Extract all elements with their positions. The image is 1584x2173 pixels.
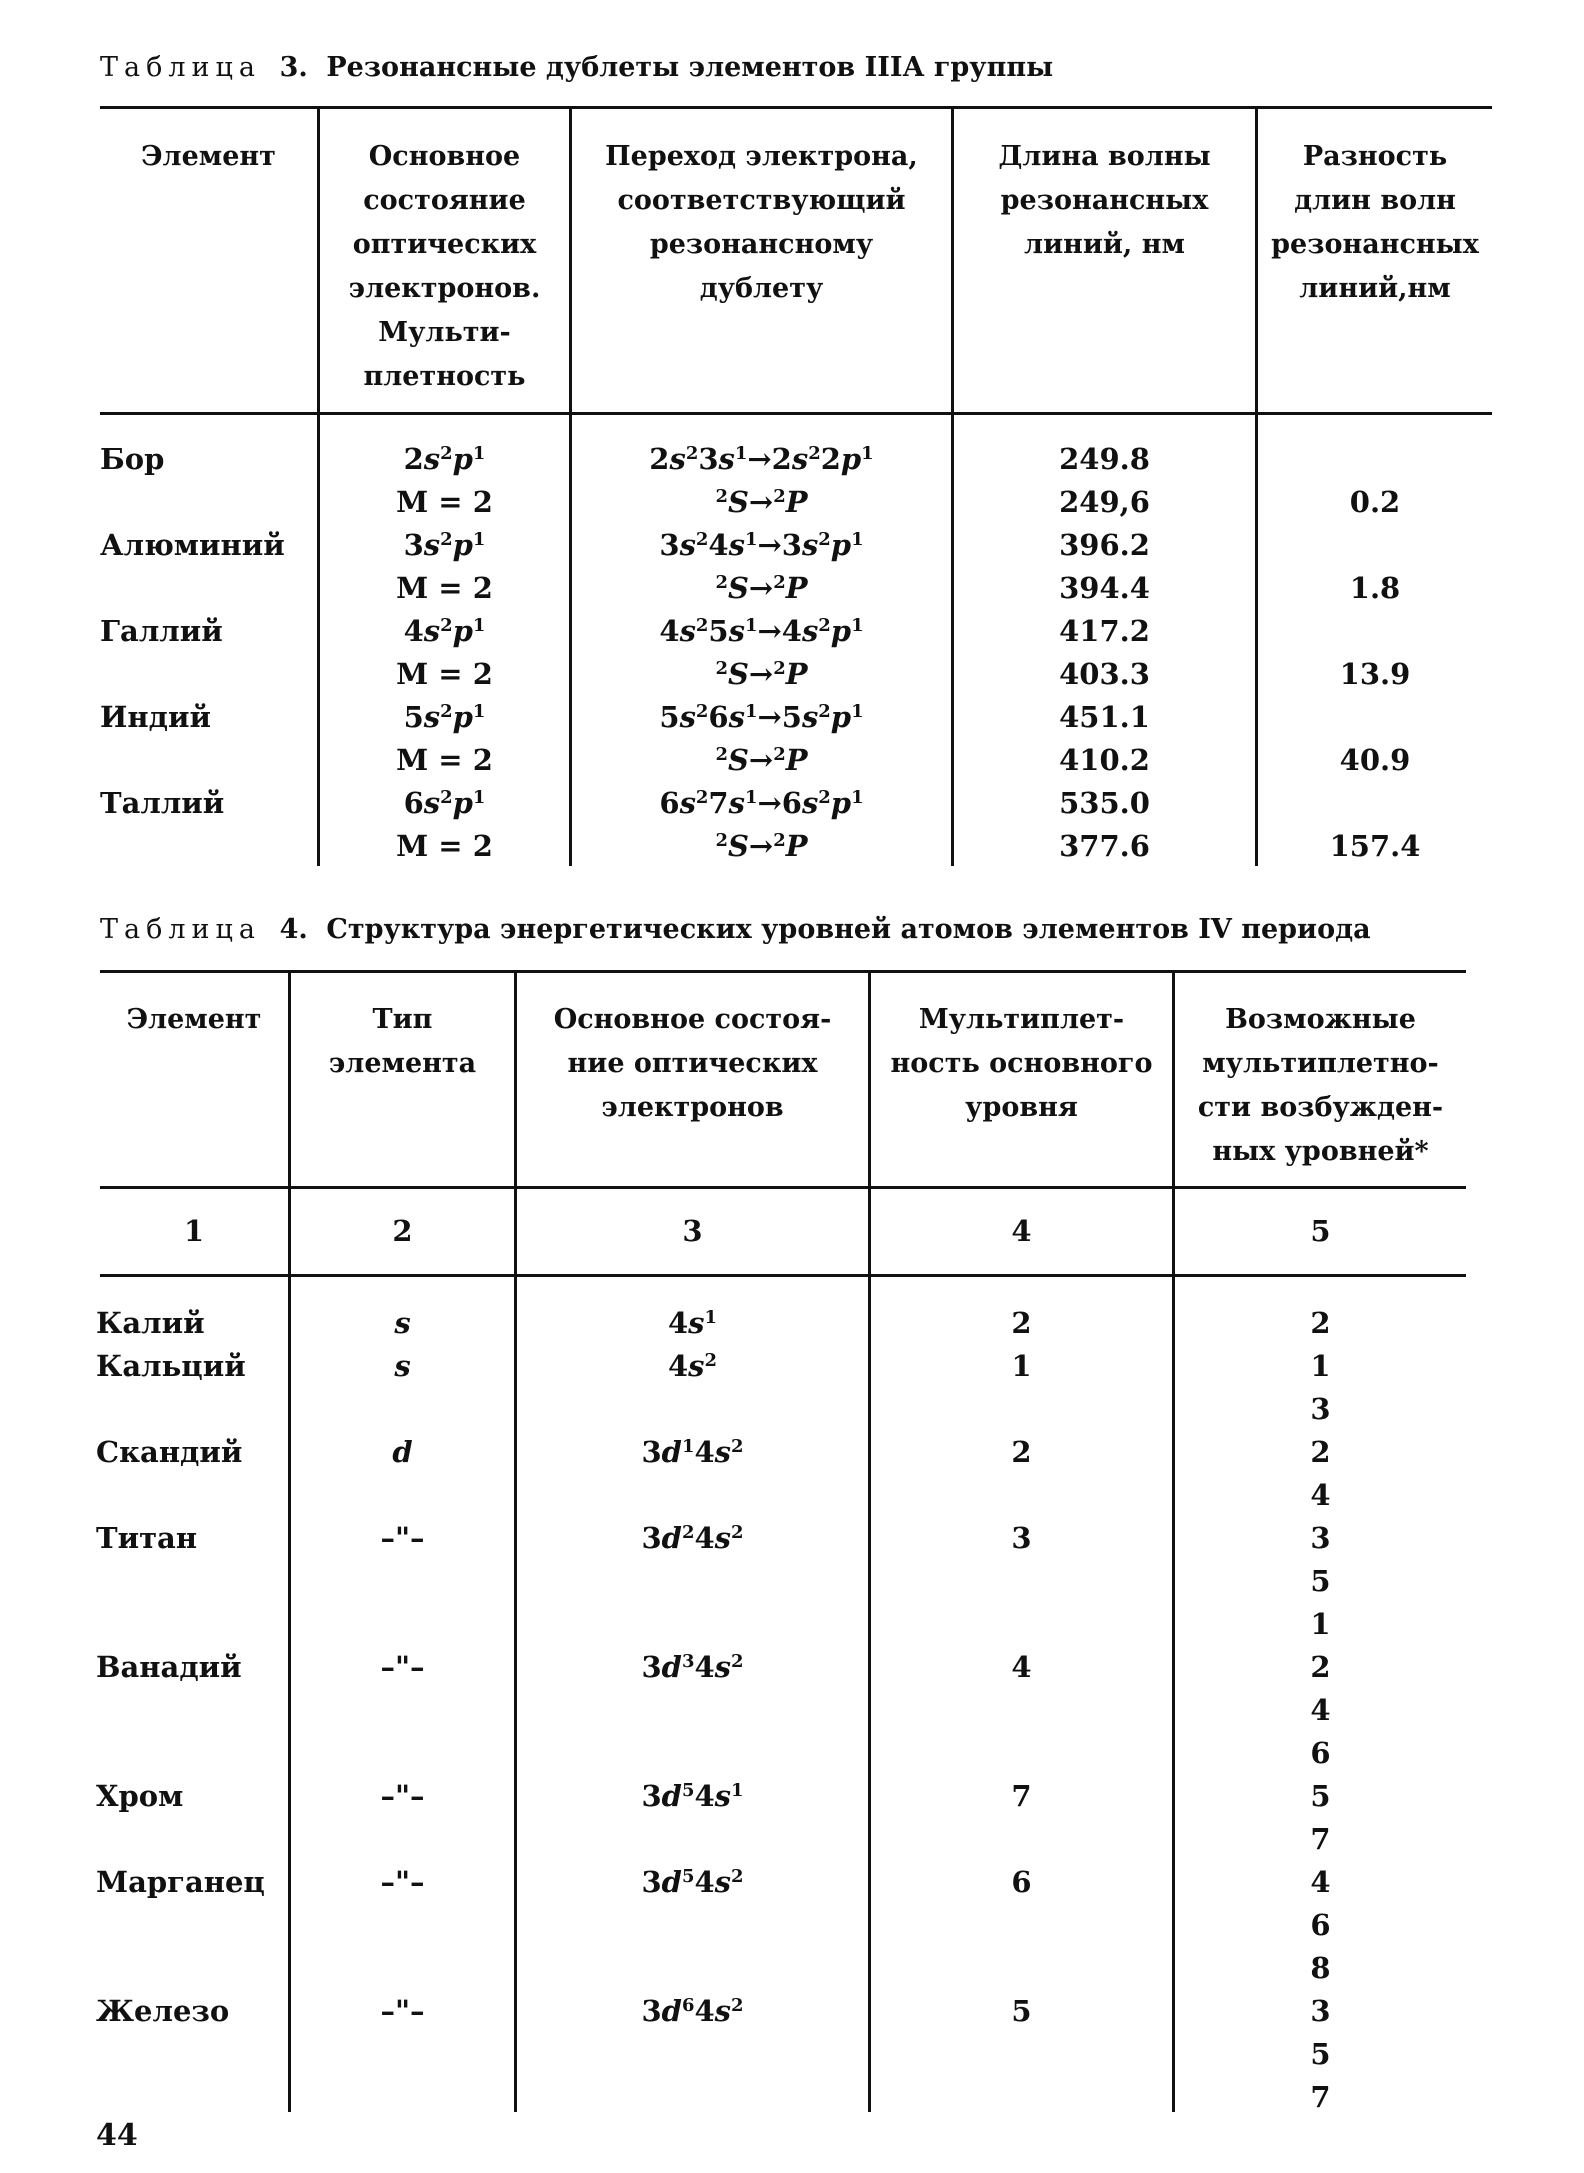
table4-excited-multiplicity: 7 [1310,1822,1331,1856]
table3-transition: $^2$S→$^2$P [715,571,808,605]
table3-config: M = 2 [396,743,493,777]
table3-difference: 157.4 [1329,829,1421,863]
table4-ground-multiplicity: 3 [1011,1521,1032,1555]
table4-config: $3d^64s^2$ [641,1994,744,2028]
table4-element-type: d [392,1435,413,1469]
table3-wavelength: 410.2 [1059,743,1150,777]
table4-header-rule [100,1186,1466,1189]
table3-element-name: Индий [100,700,211,734]
table3-transition: $^2$S→$^2$P [715,829,808,863]
table4-ground-multiplicity: 6 [1011,1865,1032,1899]
table4-ground-multiplicity: 2 [1011,1306,1032,1340]
table4-excited-multiplicity: 2 [1310,1650,1331,1684]
table4-column-number: 2 [392,1214,413,1248]
table4-element-name: Скандий [96,1435,243,1469]
table4-element-name: Титан [96,1521,198,1555]
table3-config: M = 2 [396,485,493,519]
table4-element-type: –"– [380,1994,425,2028]
table4-excited-multiplicity: 2 [1310,1306,1331,1340]
table4-element-type: –"– [380,1779,425,1813]
table4-caption [100,914,1371,945]
table3-config: M = 2 [396,657,493,691]
table4-element-type: s [394,1349,411,1383]
table4-label: Таблица [100,914,261,945]
table3-transition: $^2$S→$^2$P [715,485,808,519]
table3-element-name: Алюминий [100,528,285,562]
table4-colnum-rule [100,1274,1466,1277]
table4-element-name: Ванадий [96,1650,242,1684]
table4-excited-multiplicity: 4 [1310,1478,1331,1512]
table4-ground-multiplicity: 5 [1011,1994,1032,2028]
table3-difference: 40.9 [1339,743,1411,777]
table3-top-rule [100,106,1492,109]
table3-wavelength: 417.2 [1059,614,1150,648]
table3-config: $2s^2p^1$ [403,442,486,476]
table3-column-header: Элемент [141,141,276,172]
table4-config: $4s^2$ [667,1349,718,1383]
table4-config: $3d^54s^1$ [641,1779,744,1813]
table4-column-header: Элемент [126,1004,262,1035]
table3-transition: $^2$S→$^2$P [715,743,808,777]
table4-excited-multiplicity: 1 [1310,1607,1331,1641]
table4-excited-multiplicity: 7 [1310,2080,1331,2114]
table4-column-header: Мультиплет- ность основного уровня [890,1004,1153,1123]
table3-transition: $^2$S→$^2$P [715,657,808,691]
table4-excited-multiplicity: 6 [1310,1908,1331,1942]
table3-wavelength: 377.6 [1059,829,1150,863]
table4-element-name: Калий [96,1306,205,1340]
table3-config: M = 2 [396,571,493,605]
table3-element-name: Таллий [100,786,225,820]
table3-config: $5s^2p^1$ [403,700,486,734]
table3-wavelength: 249,6 [1059,485,1150,519]
table4-excited-multiplicity: 6 [1310,1736,1331,1770]
table3-transition: $3s^24s^1\to 3s^2p^1$ [659,528,864,562]
table3-number: 3. [279,52,308,83]
table4-excited-multiplicity: 5 [1310,2037,1331,2071]
table4-element-name: Железо [96,1994,230,2028]
table3-wavelength: 403.3 [1059,657,1150,691]
table4-excited-multiplicity: 3 [1310,1994,1331,2028]
table4-column-number: 1 [183,1214,205,1248]
table4-column-header: Тип элемента [328,1004,477,1079]
table4-element-name: Кальций [96,1349,246,1383]
table4-excited-multiplicity: 1 [1310,1349,1331,1383]
table3-difference: 0.2 [1349,485,1401,519]
table4-element-name: Марганец [96,1865,265,1899]
table4-column-header: Возможные мультиплетно- сти возбужден- ных уровней* [1197,1004,1444,1167]
table3-title: Резонансные дублеты элементов IIIА группы [326,52,1054,83]
table4-config: $3d^54s^2$ [641,1865,744,1899]
table4-excited-multiplicity: 5 [1310,1564,1331,1598]
table3-wavelength: 535.0 [1059,786,1150,820]
table4-ground-multiplicity: 1 [1011,1349,1032,1383]
table3-config: $6s^2p^1$ [403,786,486,820]
table4-title: Структура энергетических уровней атомов элементов IV периода [326,914,1371,945]
table4-element-type: –"– [380,1521,425,1555]
table4-ground-multiplicity: 4 [1011,1650,1032,1684]
table3-config: M = 2 [396,829,493,863]
table3-column-header: Длина волны резонансных линий, нм [998,141,1211,260]
table4-column-number: 3 [682,1214,703,1248]
table4-config: $3d^34s^2$ [641,1650,744,1684]
table4-ground-multiplicity: 7 [1011,1779,1032,1813]
table4-element-name: Хром [96,1779,184,1813]
table4-ground-multiplicity: 2 [1011,1435,1032,1469]
table3-element-name: Бор [100,442,165,476]
table3-wavelength: 396.2 [1059,528,1150,562]
table3-difference: 1.8 [1349,571,1401,605]
table4-config: $3d^24s^2$ [641,1521,744,1555]
table3-transition: $5s^26s^1\to 5s^2p^1$ [659,700,864,734]
table4-element-type: –"– [380,1865,425,1899]
table4-excited-multiplicity: 3 [1310,1392,1331,1426]
table4-number: 4. [279,914,308,945]
table4-excited-multiplicity: 2 [1310,1435,1331,1469]
table4-excited-multiplicity: 3 [1310,1521,1331,1555]
table3-wavelength: 451.1 [1059,700,1150,734]
table4-excited-multiplicity: 4 [1310,1693,1331,1727]
table3-label: Таблица [100,52,261,83]
table4-config: $4s^1$ [667,1306,718,1340]
table4-column-header: Основное состоя- ние оптических электронов [553,1004,832,1123]
page-number: 44 [96,2118,138,2153]
table3-element-name: Галлий [100,614,223,648]
table3-column-header: Разность длин волн резонансных линий,нм [1271,141,1479,304]
table4-excited-multiplicity: 4 [1310,1865,1331,1899]
table4-column-number: 4 [1011,1214,1032,1248]
table3-transition: $4s^25s^1\to 4s^2p^1$ [659,614,864,648]
table3-column-header: Основное состояние оптических электронов. Мульти- плетность [348,141,541,392]
table4-excited-multiplicity: 5 [1310,1779,1331,1813]
table4-column-number: 5 [1310,1214,1331,1248]
table3-config: $3s^2p^1$ [403,528,486,562]
table3-transition: $6s^27s^1\to 6s^2p^1$ [659,786,864,820]
table3-header-rule [100,412,1492,415]
table3-difference: 13.9 [1339,657,1411,691]
table3-wavelength: 249.8 [1059,442,1150,476]
table3-config: $4s^2p^1$ [403,614,486,648]
table3-wavelength: 394.4 [1059,571,1150,605]
table4-element-type: –"– [380,1650,425,1684]
table4-top-rule [100,970,1466,973]
table4-config: $3d^14s^2$ [641,1435,744,1469]
table4-element-type: s [394,1306,411,1340]
table3-transition: $2s^23s^1\to 2s^22p^1$ [649,442,874,476]
table3-column-header: Переход электрона, соответствующий резонансному дублету [605,141,918,304]
table4-excited-multiplicity: 8 [1310,1951,1331,1985]
table3-caption [100,52,1053,83]
